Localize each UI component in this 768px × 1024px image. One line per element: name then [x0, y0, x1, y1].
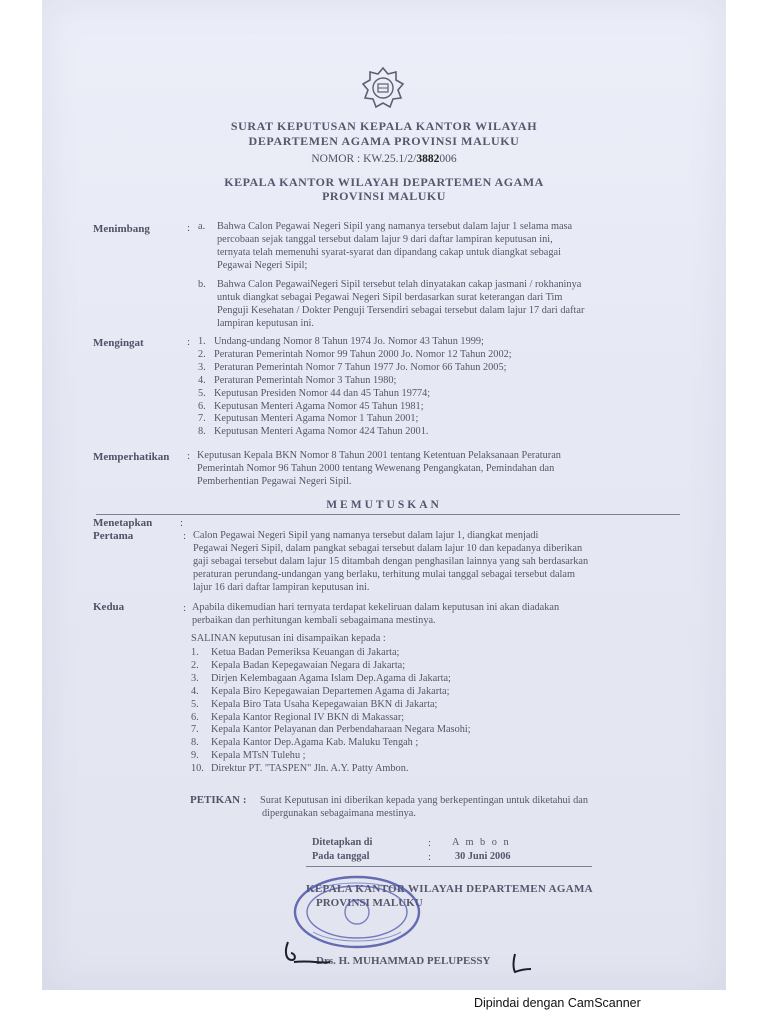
colon: : [428, 837, 432, 849]
colon: : [187, 450, 191, 462]
salinan-list [191, 647, 671, 776]
colon: : [183, 602, 187, 614]
colon: : [180, 517, 184, 529]
menimbang-a-text: Bahwa Calon Pegawai Negeri Sipil yang namanya tersebut dalam lajur 1 selama masa percobaan sejak tanggal tersebut dalam lajur 9 dari daftar lampiran keputusan ini, ternyata telah memenuhi syarat-syarat dan dipandang cakap untuk diangkat sebagai Pegawai Negeri Sipil; [217, 221, 573, 271]
memutuskan-heading: MEMUTUSKAN [326, 499, 442, 511]
ditetapkan-label: Ditetapkan di [312, 837, 373, 848]
signature-icon [282, 938, 332, 966]
kedua-label: Kedua [93, 601, 125, 613]
signatory-name: Drs. H. MUHAMMAD PELUPESSY [316, 955, 491, 967]
list-item: 4. Kepala Biro Kepegawaian Departemen Agama di Jakarta; [191, 685, 450, 697]
menetapkan-label: Menetapkan [93, 517, 153, 529]
list-item: 10. Direktur PT. "TASPEN" Jln. A.Y. Patty Ambon. [191, 763, 409, 775]
menimbang-a-marker: a. [198, 221, 206, 232]
signatory-title: KEPALA KANTOR WILAYAH DEPARTEMEN AGAMA [306, 883, 593, 895]
title-line-2: DEPARTEMEN AGAMA PROVINSI MALUKU [248, 134, 520, 148]
tanggal-label: Pada tanggal [312, 851, 370, 862]
colon: : [183, 530, 187, 542]
list-item: 6. Kepala Kantor Regional IV BKN di Makassar; [191, 711, 405, 723]
divider [306, 866, 592, 867]
tanggal-value: 30 Juni 2006 [455, 851, 511, 862]
menimbang-b-marker: b. [198, 279, 206, 290]
divider [96, 514, 680, 515]
pertama-text: Calon Pegawai Negeri Sipil yang namanya tersebut dalam lajur 1, diangkat menjadi Pegawai Negeri Sipil, dalam pangkat sebagai tersebut dalam lajur 10 dan kepadanya diberikan gaji sebagai tersebut dalam lajur 15 ditambah dengan penghasilan lainnya yang sah berdasarkan peraturan perundang-undangan yang berlaku, terhitung mulai tanggal sebagai tersebut dalam lajur 16 dari daftar lampiran keputusan ini. [193, 530, 589, 593]
memperhatikan-label: Memperhatikan [93, 451, 170, 463]
colon: : [428, 851, 432, 863]
mengingat-list [198, 336, 678, 439]
initial-signature-icon [508, 952, 534, 974]
list-item: 1. Undang-undang Nomor 8 Tahun 1974 Jo. Nomor 43 Tahun 1999; [198, 336, 484, 347]
pertama-label: Pertama [93, 530, 134, 542]
salinan-heading: SALINAN keputusan ini disampaikan kepada : [191, 633, 386, 644]
colon: : [187, 222, 191, 234]
ministry-emblem-icon [361, 66, 405, 110]
document-number-handwritten: 3882 [416, 153, 440, 165]
list-item: 5. Keputusan Presiden Nomor 44 dan 45 Tahun 19774; [198, 387, 431, 399]
title-line-3: KEPALA KANTOR WILAYAH DEPARTEMEN AGAMA [224, 175, 544, 189]
ditetapkan-value: A m b o n [452, 837, 511, 848]
list-item: 3. Dirjen Kelembagaan Agama Islam Dep.Agama di Jakarta; [191, 672, 451, 684]
list-item: 5. Kepala Biro Tata Usaha Kepegawaian BKN di Jakarta; [191, 698, 438, 710]
menimbang-b-text: Bahwa Calon PegawaiNegeri Sipil tersebut telah dinyatakan cakap jasmani / rokhaninya untuk diangkat sebagai Pegawai Negeri Sipil berdasarkan surat keterangan dari Tim Penguji Kesehatan / Dokter Penguji Tersendiri sebagai tersebut dalam lajur 17 dari daftar lampiran keputusan ini. [217, 279, 585, 329]
mengingat-label: Mengingat [93, 337, 144, 349]
document-number: NOMOR : KW.25.1/2/3882006 [311, 153, 457, 165]
colon: : [187, 336, 191, 348]
petikan-text: Surat Keputusan ini diberikan kepada yang berkepentingan untuk diketahui dan dipergunakan sebagaimana mestinya. [260, 795, 588, 819]
list-item: 3. Peraturan Pemerintah Nomor 7 Tahun 1977 Jo. Nomor 66 Tahun 2005; [198, 361, 507, 373]
list-item: 1. Ketua Badan Pemeriksa Keuangan di Jakarta; [191, 647, 400, 658]
list-item: 9. Kepala MTsN Tulehu ; [191, 750, 306, 762]
list-item: 7. Keputusan Menteri Agama Nomor 1 Tahun 2001; [198, 413, 419, 425]
list-item: 8. Keputusan Menteri Agama Nomor 424 Tahun 2001. [198, 426, 429, 438]
signatory-province: PROVINSI MALUKU [316, 897, 423, 909]
title-line-4: PROVINSI MALUKU [322, 189, 446, 203]
list-item: 4. Peraturan Pemerintah Nomor 3 Tahun 1980; [198, 374, 397, 386]
title-line-1: SURAT KEPUTUSAN KEPALA KANTOR WILAYAH [230, 119, 538, 133]
list-item: 6. Keputusan Menteri Agama Nomor 45 Tahun 1981; [198, 400, 424, 412]
kedua-text: Apabila dikemudian hari ternyata terdapat kekeliruan dalam keputusan ini akan diadakan perbaikan dan perhitungan kembali sebagaimana mestinya. [192, 602, 560, 626]
list-item: 8. Kepala Kantor Dep.Agama Kab. Maluku Tengah ; [191, 737, 419, 749]
scanner-watermark: Dipindai dengan CamScanner [474, 996, 641, 1010]
memperhatikan-text: Keputusan Kepala BKN Nomor 8 Tahun 2001 tentang Ketentuan Pelaksanaan Peraturan Pemerintah Nomor 96 Tahun 2000 tentang Wewenang Pengangkatan, Pemindahan dan Pemberhentian Pegawai Negeri Sipil. [197, 450, 561, 487]
list-item: 2. Peraturan Pemerintah Nomor 99 Tahun 2000 Jo. Nomor 12 Tahun 2002; [198, 348, 512, 360]
list-item: 7. Kepala Kantor Pelayanan dan Perbendaharaan Negara Masohi; [191, 724, 471, 736]
petikan-label: PETIKAN : [190, 794, 247, 806]
menimbang-label: Menimbang [93, 223, 150, 235]
list-item: 2. Kepala Badan Kepegawaian Negara di Jakarta; [191, 659, 406, 671]
